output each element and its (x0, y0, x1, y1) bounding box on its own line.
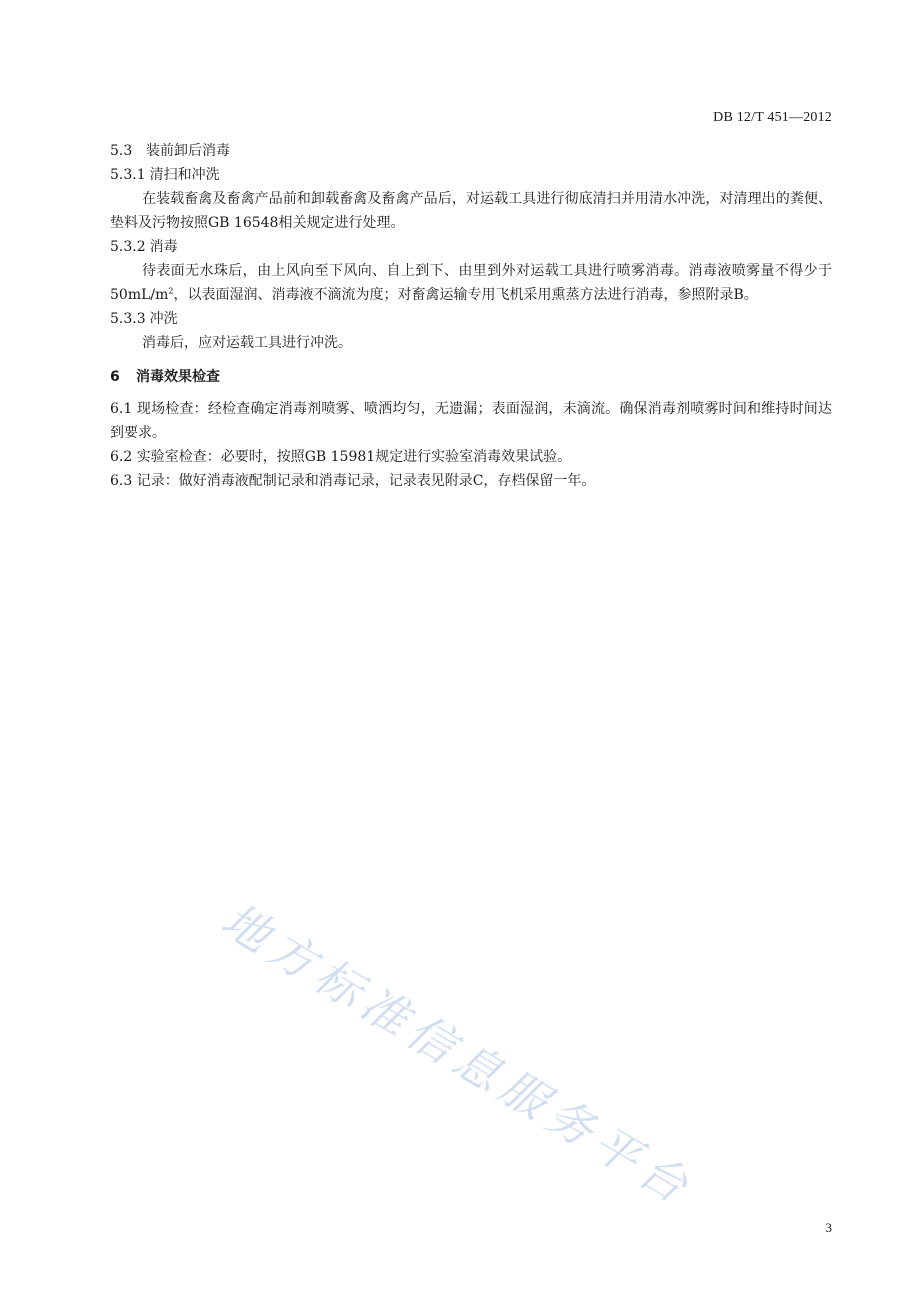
clause-6-3: 6.3 记录：做好消毒液配制记录和消毒记录，记录表见附录C，存档保留一年。 (110, 473, 596, 489)
superscript-unit: 2 (168, 286, 174, 296)
clause-5-3-2-body (110, 259, 832, 307)
clause-title: 装前卸后消毒 (146, 143, 230, 159)
clause-number: 5.3.3 (110, 311, 146, 327)
document-body (110, 139, 832, 493)
clause-6-2: 6.2 实验室检查：必要时，按照GB 15981规定进行实验室消毒效果试验。 (110, 449, 572, 465)
clause-number: 5.3.2 (110, 239, 146, 255)
clause-5-3-3-heading (110, 307, 832, 331)
section-number: 6 (110, 369, 120, 385)
clause-title: 冲洗 (149, 311, 178, 327)
clause-5-3-1-heading (110, 163, 832, 187)
section-title: 消毒效果检查 (136, 369, 220, 385)
clause-title: 消毒 (149, 239, 178, 255)
clause-5-3-3-body: 消毒后，应对运载工具进行冲洗。 (142, 335, 352, 351)
section-6-heading (110, 365, 832, 389)
clause-number: 5.3.1 (110, 167, 146, 183)
clause-5-3-2-heading (110, 235, 832, 259)
clause-5-3-heading (110, 139, 832, 163)
clause-6-1: 6.1 现场检查：经检查确定消毒剂喷雾、喷洒均匀，无遗漏；表面湿润，未滴流。确保消毒剂喷雾时间和维持时间达到要求。 (110, 401, 832, 441)
clause-5-3-1-body: 在装载畜禽及畜禽产品前和卸载畜禽及畜禽产品后，对运载工具进行彻底清扫并用清水冲洗，对清理出的粪便、垫料及污物按照GB 16548相关规定进行处理。 (110, 191, 832, 231)
clause-number: 5.3 (110, 143, 133, 159)
clause-title: 清扫和冲洗 (149, 167, 220, 183)
clause-body-text: ，以表面湿润、消毒液不滴流为度；对畜禽运输专用飞机采用熏蒸方法进行消毒，参照附录B。 (173, 287, 758, 303)
document-code: DB 12/T 451—2012 (713, 110, 832, 125)
clause-body-text: 待表面无水珠后，由上风向至下风向、自上到下、由里到外对运载工具进行喷雾消毒。消毒液喷雾量不得少于50mL/m (110, 263, 832, 303)
watermark-text: 地方标准信息服务平台 (212, 892, 704, 1217)
page-number: 3 (825, 1220, 832, 1235)
